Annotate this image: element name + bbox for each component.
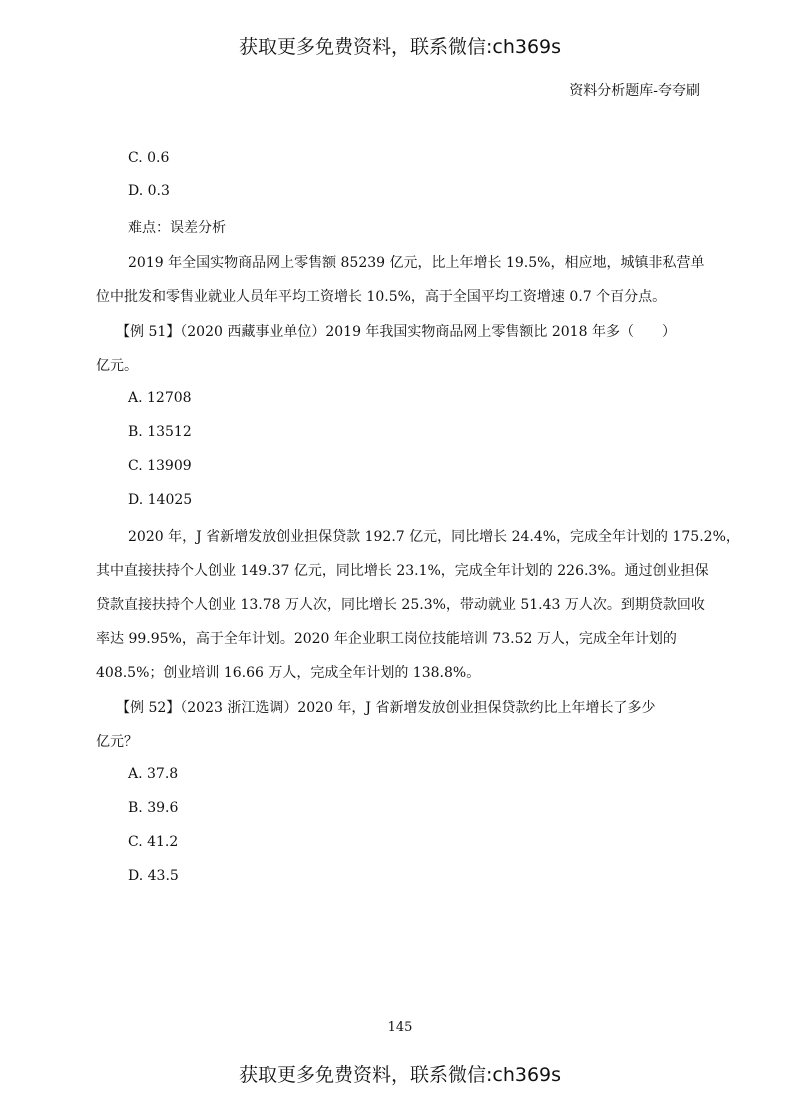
passage2-line: 408.5%；创业培训 16.66 万人，完成全年计划的 138.8%。 [96, 665, 481, 681]
watermark-top: 获取更多免费资料，联系微信:ch369s [238, 36, 562, 58]
passage2-line: 2020 年，J 省新增发放创业担保贷款 192.7 亿元，同比增长 24.4%，完成全年计划的 175.2%， [128, 529, 740, 545]
passage2-line: 贷款直接扶持个人创业 13.78 万人次，同比增长 25.3%，带动就业 51.43 万人次。到期贷款回收 [96, 597, 705, 613]
q51-option-a: A. 12708 [128, 390, 192, 406]
question52-line: 亿元？ [96, 734, 138, 750]
q52-option-d: D. 43.5 [128, 868, 179, 884]
passage2-line: 其中直接扶持个人创业 149.37 亿元，同比增长 23.1%，完成全年计划的 226.3%。通过创业担保 [96, 563, 709, 579]
option-d: D. 0.3 [128, 183, 170, 199]
question51-line: 亿元。 [96, 358, 138, 374]
q52-option-c: C. 41.2 [128, 834, 179, 850]
q52-option-b: B. 39.6 [128, 800, 179, 816]
passage1-line: 2019 年全国实物商品网上零售额 85239 亿元，比上年增长 19.5%，相应地，城镇非私营单 [128, 255, 705, 271]
header-title: 资料分析题库-夸夸刷 [569, 83, 700, 99]
passage1-line: 位中批发和零售业就业人员年平均工资增长 10.5%，高于全国平均工资增速 0.7 个百分点。 [96, 289, 667, 305]
passage2-line: 率达 99.95%，高于全年计划。2020 年企业职工岗位技能培训 73.52 万人，完成全年计划的 [96, 631, 677, 647]
q52-option-a: A. 37.8 [128, 766, 179, 782]
q51-option-d: D. 14025 [128, 492, 193, 508]
page-number: 145 [387, 1020, 413, 1035]
question51-line: 【例 51】（2020 西藏事业单位）2019 年我国实物商品网上零售额比 2018 年多（ ） [116, 324, 676, 340]
watermark-bottom: 获取更多免费资料，联系微信:ch369s [238, 1064, 562, 1086]
q51-option-b: B. 13512 [128, 424, 192, 440]
option-c: C. 0.6 [128, 150, 170, 166]
question52-line: 【例 52】（2023 浙江选调）2020 年，J 省新增发放创业担保贷款约比上年增长了多少 [116, 700, 656, 716]
q51-option-c: C. 13909 [128, 458, 192, 474]
difficulty-note: 难点：误差分析 [128, 220, 226, 236]
